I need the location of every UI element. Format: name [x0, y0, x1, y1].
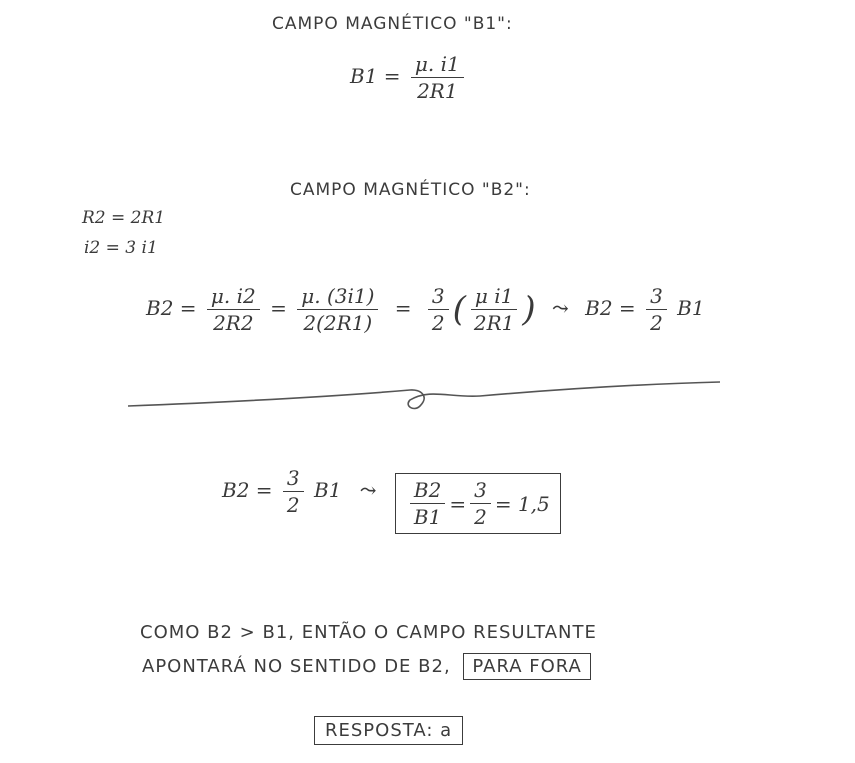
b2-fraction-3-num: 3: [428, 284, 449, 310]
b2-lhs: B2 =: [146, 296, 197, 320]
ratio-box-den-2: 2: [474, 505, 487, 529]
ratio-box-equals: =: [449, 491, 467, 516]
ratio-fraction: [283, 466, 304, 517]
b2-title: CAMPO MAGNÉTICO "B2":: [290, 180, 531, 200]
ratio-box-value: = 1,5: [494, 491, 550, 516]
conclusion-line-2: [142, 656, 591, 677]
b1-formula: [350, 52, 468, 103]
b1-title: CAMPO MAGNÉTICO "B1":: [272, 14, 513, 34]
swirl-divider: [120, 372, 730, 422]
b2-result-den: 2: [650, 311, 663, 335]
b2-fraction-3-den: 2: [431, 311, 445, 335]
ratio-formula: [222, 466, 561, 534]
b1-numerator: μ. i1: [411, 52, 464, 78]
ratio-den: 2: [286, 493, 300, 517]
conclusion-line-2-text: APONTARÁ NO SENTIDO DE B2,: [142, 656, 451, 677]
ratio-box-num: B2: [410, 478, 445, 504]
b2-result-lhs: B2 =: [585, 296, 636, 320]
b2-close-paren: ): [522, 289, 536, 330]
ratio-box-fraction-1: [410, 478, 445, 529]
b2-fraction-3: [428, 284, 449, 335]
b2-derivation: [146, 284, 705, 335]
b2-fraction-1-den: 2R2: [213, 311, 254, 335]
b2-squiggle-arrow: ⤳: [552, 296, 569, 320]
b1-fraction: [411, 52, 464, 103]
ratio-box-den: B1: [413, 505, 442, 529]
b2-result-num: 3: [646, 284, 667, 310]
b2-fraction-4: [470, 284, 519, 335]
ratio-squiggle-arrow: ⤳: [359, 478, 377, 502]
b2-result-fraction: [646, 284, 667, 335]
b2-fraction-2-den: 2(2R1): [303, 311, 373, 335]
ratio-rhs: B1: [314, 478, 342, 502]
b1-lhs: B1 =: [350, 64, 401, 88]
b2-fraction-1: [207, 284, 260, 335]
ratio-lhs: B2 =: [222, 478, 273, 502]
b2-fraction-1-num: μ. i2: [207, 284, 260, 310]
b2-equals-1: =: [270, 296, 287, 320]
conclusion-boxed-answer: PARA FORA: [463, 653, 590, 680]
conclusion-line-1: COMO B2 > B1, ENTÃO O CAMPO RESULTANTE: [140, 622, 597, 643]
ratio-box-num-2: 3: [470, 478, 491, 504]
b2-result-rhs: B1: [677, 296, 705, 320]
b1-denominator: 2R1: [417, 79, 458, 103]
b2-given-current: i2 = 3 i1: [84, 238, 158, 258]
b2-open-paren: (: [452, 289, 466, 330]
final-answer-box: RESPOSTA: a: [314, 716, 463, 745]
b2-fraction-2-num: μ. (3i1): [297, 284, 378, 310]
b2-fraction-4-den: 2R1: [473, 311, 515, 335]
b2-fraction-4-num: μ i1: [471, 284, 517, 310]
ratio-box-fraction-2: [470, 478, 491, 529]
b2-given-radius: R2 = 2R1: [82, 208, 166, 228]
ratio-answer-box: [395, 473, 561, 534]
b2-equals-2: =: [394, 296, 412, 320]
ratio-num: 3: [283, 466, 304, 492]
b2-fraction-2: [297, 284, 378, 335]
